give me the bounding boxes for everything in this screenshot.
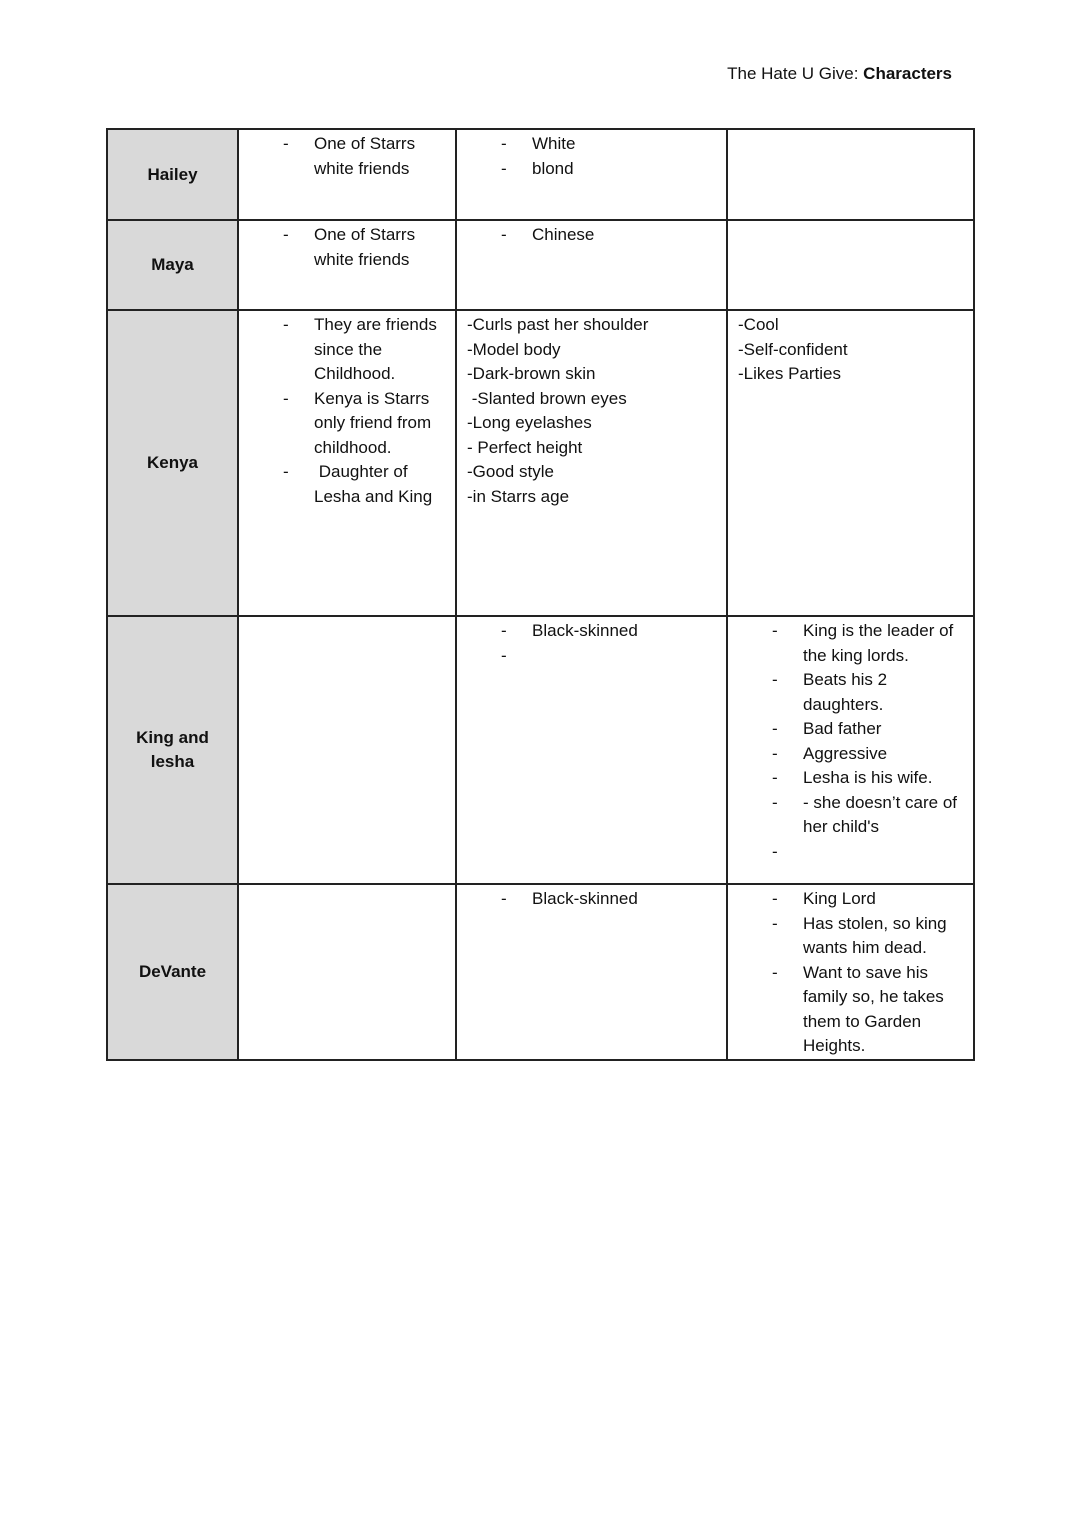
appearance-cell — [456, 220, 727, 310]
list-item: - Beats his 2 daughters. — [728, 668, 967, 717]
list-item: - King is the leader of the king lords. — [728, 619, 967, 668]
list-item: - Perfect height — [467, 437, 583, 457]
list-item: - Black-skinned — [457, 887, 720, 912]
list-item: - One of Starrs white friends — [239, 223, 449, 272]
character-name: Maya — [107, 220, 238, 310]
appearance-cell — [456, 129, 727, 220]
appearance-cell — [456, 884, 727, 1060]
relation-cell — [238, 310, 456, 616]
list-item: - Black-skinned — [457, 619, 720, 644]
title-prefix: The Hate U Give: — [727, 64, 864, 83]
list-item: - Kenya is Starrs only friend from childhood. — [239, 387, 449, 461]
personality-cell — [727, 884, 974, 1060]
list-item: -Curls past her shoulder — [467, 315, 649, 334]
relation-cell — [238, 129, 456, 220]
list-item: - King Lord — [728, 887, 967, 912]
table-row-maya — [107, 220, 974, 310]
relation-cell — [238, 616, 456, 884]
list-item: - Chinese — [457, 223, 720, 248]
personality-cell — [727, 220, 974, 310]
list-item: -Model body — [467, 339, 561, 359]
list-item: -Dark-brown skin — [467, 364, 596, 383]
list-item — [728, 840, 967, 865]
list-item: -in Starrs age — [467, 486, 570, 506]
list-item: - Has stolen, so king wants him dead. — [728, 912, 967, 961]
character-name: Hailey — [107, 129, 238, 220]
list-item: -Good style — [467, 462, 554, 481]
personality-cell — [727, 616, 974, 884]
list-item: - Want to save his family so, he takes them to Garden Heights. — [728, 961, 967, 1059]
relation-cell — [238, 884, 456, 1060]
list-item: -Self-confident — [738, 339, 848, 359]
list-item: -Slanted brown eyes — [467, 388, 627, 408]
list-item: -Cool — [738, 315, 779, 334]
list-item: - Bad father — [728, 717, 967, 742]
list-item: - Aggressive — [728, 742, 967, 767]
list-item: -Likes Parties — [738, 364, 841, 383]
page-title — [727, 64, 952, 84]
list-item — [457, 644, 720, 669]
appearance-cell — [456, 616, 727, 884]
table-row-kenya — [107, 310, 974, 616]
characters-table — [106, 128, 975, 1061]
personality-cell — [727, 129, 974, 220]
list-item: - They are friends since the Childhood. — [239, 313, 449, 387]
appearance-cell — [456, 310, 727, 616]
list-item: - Lesha is his wife. — [728, 766, 967, 791]
table-row-hailey — [107, 129, 974, 220]
character-name: Kenya — [107, 310, 238, 616]
title-bold: Characters — [863, 64, 952, 83]
character-name: DeVante — [107, 884, 238, 1060]
table-row-king-and-lesha — [107, 616, 974, 884]
personality-cell — [727, 310, 974, 616]
list-item: -Long eyelashes — [467, 413, 592, 432]
character-name: King and lesha — [107, 616, 238, 884]
table-row-devante — [107, 884, 974, 1060]
list-item: - - she doesn’t care of her child's — [728, 791, 967, 840]
list-item: - blond — [457, 157, 720, 182]
relation-cell — [238, 220, 456, 310]
list-item: - One of Starrs white friends — [239, 132, 449, 181]
list-item: - Daughter of Lesha and King — [239, 460, 449, 509]
list-item: - White — [457, 132, 720, 157]
